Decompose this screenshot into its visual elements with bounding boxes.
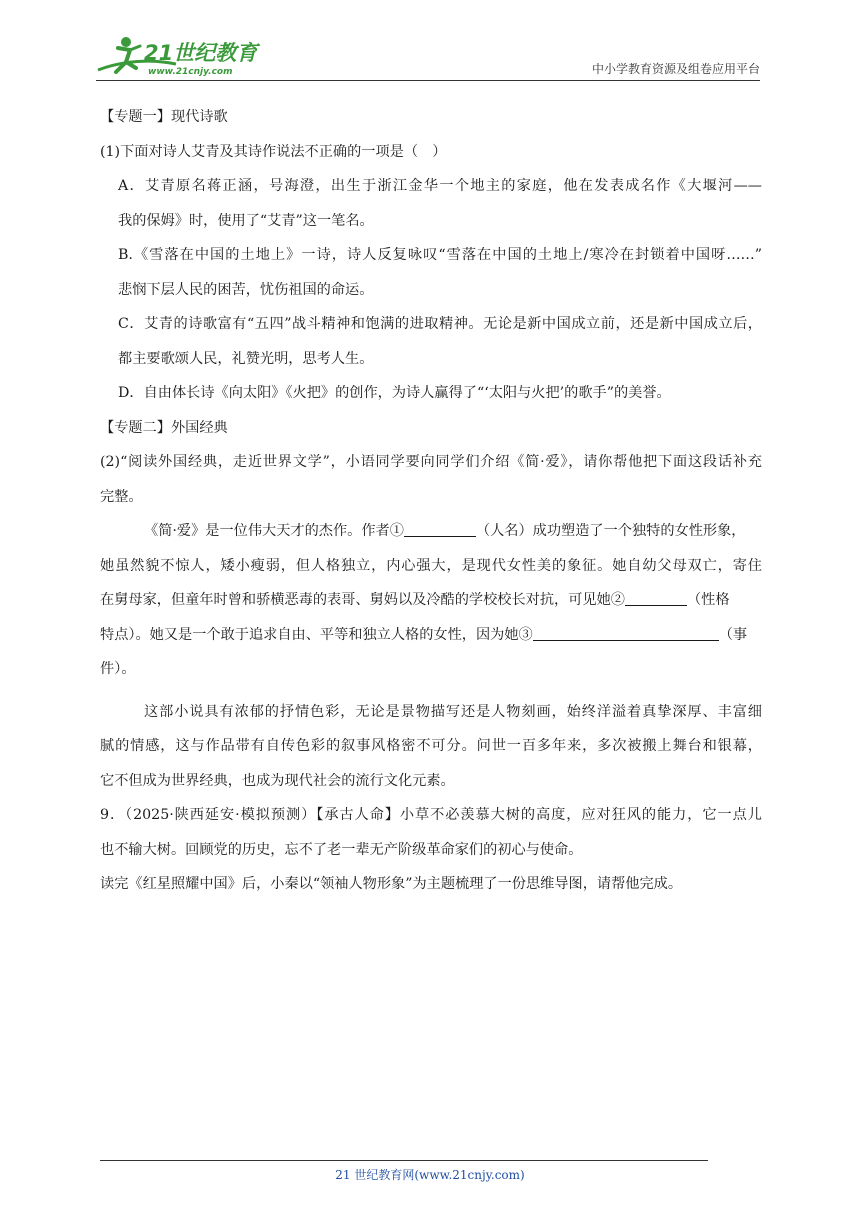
page-header bbox=[96, 30, 760, 80]
passage1-line4-start: 特点）。她又是一个敢于追求自由、平等和独立人格的女性，因为她③ bbox=[100, 626, 533, 643]
footer-link[interactable]: 21 世纪教育网(www.21cnjy.com) bbox=[335, 1168, 525, 1182]
header-divider bbox=[96, 80, 760, 81]
passage2-line1: 这部小说具有浓郁的抒情色彩，无论是景物描写还是人物刻画，始终洋溢着真挚深厚、丰富细 bbox=[144, 703, 762, 720]
passage1-line4 bbox=[100, 618, 762, 653]
option-a-line1: A．艾青原名蒋正涵，号海澄，出生于浙江金华一个地主的家庭，他在发表成名作《大堰河—— bbox=[118, 178, 762, 194]
passage1-line1 bbox=[100, 514, 762, 549]
passage1-line3 bbox=[100, 583, 762, 618]
topic1-heading: 【专题一】现代诗歌 bbox=[100, 109, 228, 125]
topic2-question-line2: 完整。 bbox=[100, 488, 143, 505]
topic2-question-line1: (2)“阅读外国经典，走近世界文学”，小语同学要向同学们介绍《简·爱》，请你帮他把下面这段话补充 bbox=[100, 454, 762, 470]
passage1-line3-start: 在舅母家，但童年时曾和骄横恶毒的表哥、舅妈以及冷酷的学校校长对抗，可见她② bbox=[100, 592, 625, 608]
footer-divider bbox=[100, 1160, 708, 1161]
site-logo bbox=[96, 30, 266, 80]
passage1-line3-end: （性格 bbox=[686, 592, 730, 608]
option-c-line2: 都主要歌颂人民，礼赞光明，思考人生。 bbox=[118, 350, 374, 367]
passage2-line2: 腻的情感，这与作品带有自传色彩的叙事风格密不可分。问世一百多年来，多次被搬上舞台和银幕， bbox=[100, 738, 762, 754]
svg-text:21世纪教育: 21世纪教育 bbox=[144, 41, 258, 65]
svg-text:www.21cnjy.com: www.21cnjy.com bbox=[148, 67, 233, 77]
passage2-line3: 它不但成为世界经典，也成为现代社会的流行文化元素。 bbox=[100, 772, 455, 789]
topic1-question: (1)下面对诗人艾青及其诗作说法不正确的一项是（ ） bbox=[100, 143, 447, 160]
passage1-line5: 件）。 bbox=[100, 661, 136, 677]
passage1-line2: 她虽然貌不惊人，矮小瘦弱，但人格独立，内心强大，是现代女性美的象征。她自幼父母双亡，寄住 bbox=[100, 557, 762, 574]
blank-3-event[interactable] bbox=[533, 624, 719, 641]
document-body bbox=[100, 100, 762, 902]
passage1-line1-start: 《简·爱》是一位伟大天才的杰作。作者① bbox=[144, 523, 404, 539]
blank-1-author[interactable] bbox=[404, 520, 476, 537]
blank-2-character[interactable] bbox=[625, 589, 687, 606]
option-d: D．自由体长诗《向太阳》《火把》的创作，为诗人赢得了“‘太阳与火把’的歌手”的美誉。 bbox=[118, 385, 671, 401]
question9-line3: 读完《红星照耀中国》后，小秦以“领袖人物形象”为主题梳理了一份思维导图，请帮他完成。 bbox=[100, 876, 683, 892]
passage1-line1-end: （人名）成功塑造了一个独特的女性形象， bbox=[475, 523, 746, 539]
option-b-line1: B.《雪落在中国的土地上》一诗，诗人反复咏叹“雪落在中国的土地上/寒冷在封锁着中国呀……” bbox=[118, 247, 762, 263]
question9-line2: 也不输大树。回顾党的历史，忘不了老一辈无产阶级革命家们的初心与使命。 bbox=[100, 841, 583, 858]
option-b-line2: 悲悯下层人民的困苦，忧伤祖国的命运。 bbox=[118, 281, 374, 298]
passage1-line4-end: （事 bbox=[718, 626, 748, 643]
platform-label: 中小学教育资源及组卷应用平台 bbox=[591, 62, 760, 76]
topic2-heading: 【专题二】外国经典 bbox=[100, 419, 228, 436]
option-c-line1: C．艾青的诗歌富有“五四”战斗精神和饱满的进取精神。无论是新中国成立前，还是新中国成立后， bbox=[118, 316, 762, 332]
question9-line1: 9．（2025·陕西延安·模拟预测）【承古人命】小草不必羡慕大树的高度，应对狂风的能力，它一点儿 bbox=[100, 807, 762, 823]
option-a-line2: 我的保姆》时，使用了“艾青”这一笔名。 bbox=[118, 212, 374, 229]
